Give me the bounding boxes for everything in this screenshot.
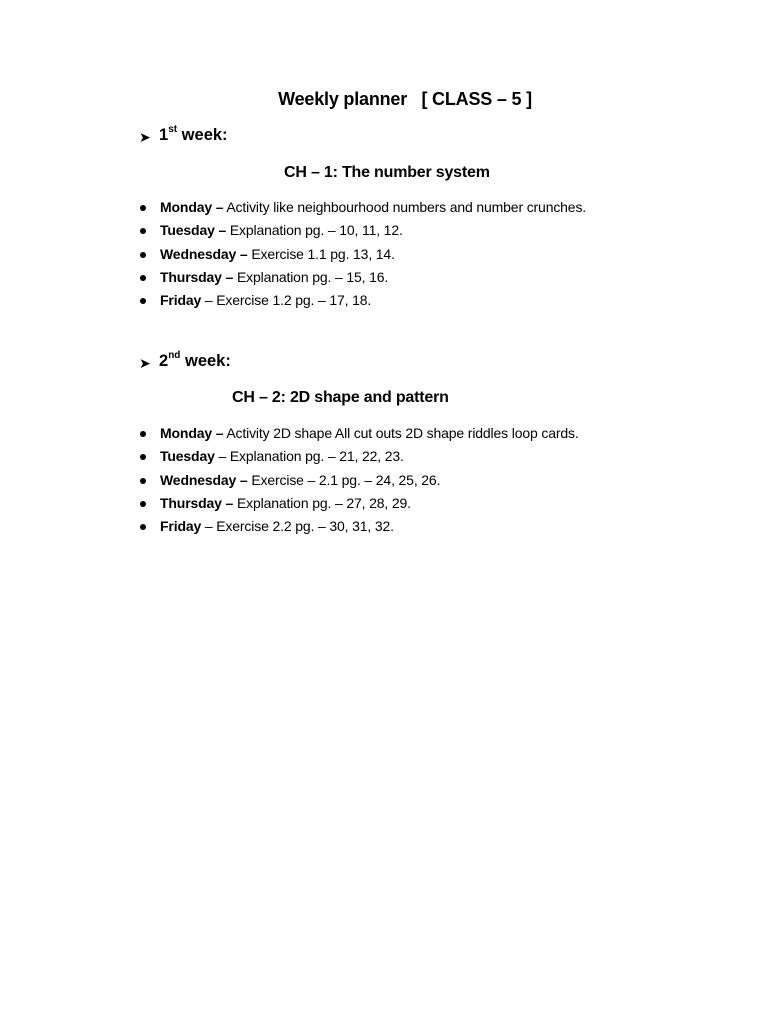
day-name: Friday (160, 518, 202, 535)
day-task: – Exercise 2.2 pg. – 30, 31, 32. (201, 518, 394, 535)
week-2-heading (139, 352, 231, 374)
week-label: week: (177, 126, 228, 144)
day-name: Wednesday – (160, 471, 248, 488)
day-task: – Exercise 1.2 pg. – 17, 18. (201, 292, 372, 309)
bullet-icon (140, 228, 146, 234)
bullet-icon (140, 298, 146, 304)
bullet-icon (140, 501, 146, 507)
day-task: Activity 2D shape All cut outs 2D shape riddles loop cards. (223, 425, 579, 441)
day-name: Monday – (160, 199, 224, 215)
chapter-1-heading: CH – 1: The number system (284, 164, 490, 181)
week-number: 2 (159, 352, 169, 370)
list-item (140, 243, 586, 266)
week-ordinal-suffix: st (168, 124, 178, 135)
day-name: Thursday – (160, 494, 234, 511)
day-task: Explanation pg. – 10, 11, 12. (226, 222, 403, 239)
list-item (140, 196, 586, 219)
week-number: 1 (159, 126, 169, 144)
arrow-bullet-icon: ➤ (139, 355, 151, 371)
day-task: Explanation pg. – 15, 16. (233, 268, 389, 285)
day-task: Exercise 1.1 pg. 13, 14. (247, 245, 395, 262)
day-task: Explanation pg. – 27, 28, 29. (233, 494, 411, 511)
list-item (140, 219, 586, 242)
bullet-icon (140, 431, 146, 437)
day-name: Wednesday – (160, 245, 248, 262)
week-ordinal-suffix: nd (168, 350, 181, 361)
list-item (140, 422, 579, 445)
week-1-schedule (140, 196, 586, 312)
bullet-icon (140, 252, 146, 258)
day-name: Tuesday – (160, 222, 227, 239)
day-name: Tuesday (160, 448, 215, 465)
day-task: Activity like neighbourhood numbers and number crunches. (223, 199, 587, 215)
day-task: Exercise – 2.1 pg. – 24, 25, 26. (247, 471, 441, 488)
bullet-icon (140, 454, 146, 460)
week-1-heading (139, 126, 228, 148)
day-name: Monday – (160, 425, 224, 441)
week-label: week: (180, 352, 231, 370)
arrow-bullet-icon: ➤ (139, 129, 151, 145)
bullet-icon (140, 524, 146, 530)
list-item (140, 469, 579, 492)
day-name: Thursday – (160, 268, 234, 285)
chapter-2-heading: CH – 2: 2D shape and pattern (232, 389, 449, 406)
day-task: – Explanation pg. – 21, 22, 23. (214, 448, 404, 465)
list-item (140, 266, 586, 289)
list-item (140, 515, 579, 538)
page-title: Weekly planner [ CLASS – 5 ] (278, 89, 532, 109)
bullet-icon (140, 478, 146, 484)
day-name: Friday (160, 292, 202, 309)
list-item (140, 445, 579, 468)
list-item (140, 289, 586, 312)
list-item (140, 492, 579, 515)
week-2-schedule (140, 422, 579, 538)
bullet-icon (140, 205, 146, 211)
bullet-icon (140, 275, 146, 281)
